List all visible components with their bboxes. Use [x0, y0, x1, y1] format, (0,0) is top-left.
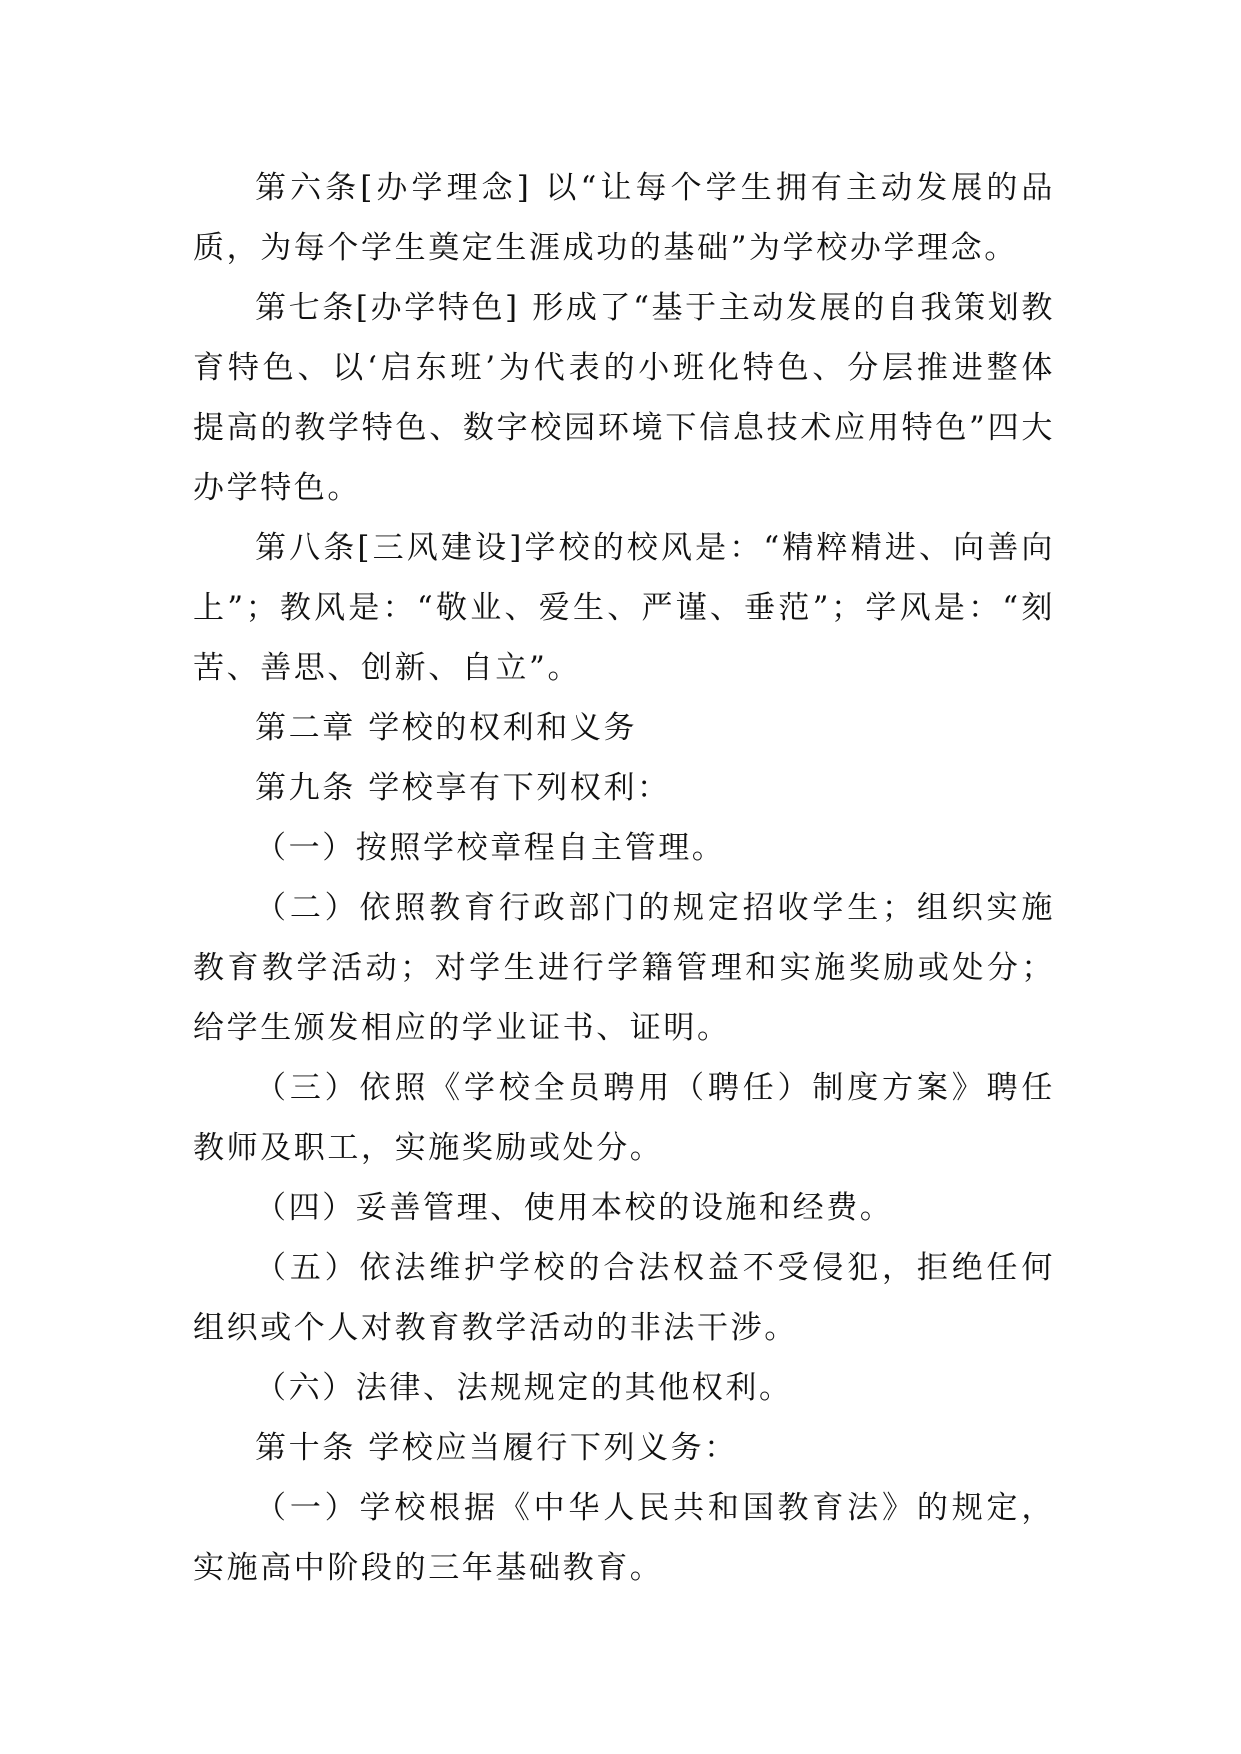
article-8-paragraph: 第八条[三风建设]学校的校风是：“精粹精进、向善向上”；教风是：“敬业、爱生、严谨、垂范”；学风是：“刻苦、善思、创新、自立”。: [193, 530, 1055, 686]
article-9-item-1: （一）按照学校章程自主管理。: [255, 830, 726, 866]
article-6-paragraph: 第六条[办学理念] 以“让每个学生拥有主动发展的品质，为每个学生奠定生涯成功的基础”为学校办学理念。: [193, 170, 1055, 266]
document-body: [193, 158, 1055, 1598]
article-9-item-6: （六）法律、法规规定的其他权利。: [255, 1370, 793, 1406]
article-9-paragraph: 第九条 学校享有下列权利：: [255, 770, 671, 806]
article-9-item-4: （四）妥善管理、使用本校的设施和经费。: [255, 1190, 894, 1226]
article-9-item-5: （五）依法维护学校的合法权益不受侵犯，拒绝任何组织或个人对教育教学活动的非法干涉。: [193, 1250, 1055, 1346]
article-9-item-3: （三）依照《学校全员聘用（聘任）制度方案》聘任教师及职工，实施奖励或处分。: [193, 1070, 1055, 1166]
article-7-paragraph: 第七条[办学特色] 形成了“基于主动发展的自我策划教育特色、以‘启东班’为代表的小班化特色、分层推进整体提高的教学特色、数字校园环境下信息技术应用特色”四大办学特色。: [193, 290, 1055, 506]
article-9-item-2: （二）依照教育行政部门的规定招收学生；组织实施教育教学活动；对学生进行学籍管理和实施奖励或处分；给学生颁发相应的学业证书、证明。: [193, 890, 1055, 1046]
article-10-paragraph: 第十条 学校应当履行下列义务：: [255, 1430, 738, 1466]
article-10-item-1: （一）学校根据《中华人民共和国教育法》的规定，实施高中阶段的三年基础教育。: [193, 1490, 1055, 1586]
chapter-2-heading: 第二章 学校的权利和义务: [255, 710, 638, 746]
